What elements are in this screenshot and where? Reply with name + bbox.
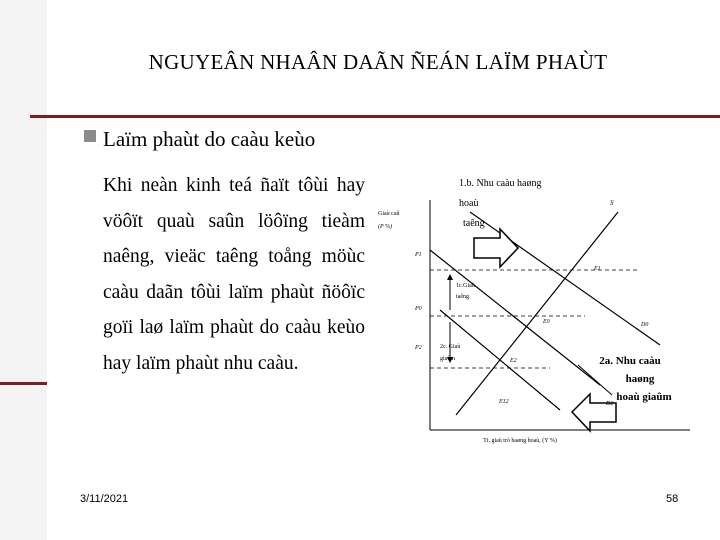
note-demand-down-line3: hoaù giaûm [616, 391, 672, 403]
body-paragraph: Khi neàn kinh teá ñaït tôùi hay vöôït quaù saûn löôïng tieàm naêng, vieäc taêng toång möùc caàu daãn tôùi laïm phaùt ñöôïc goïi laø laïm phaùt do caàu keùo hay laïm phaùt nhu caàu. [103, 175, 365, 374]
label-d2: D2 [606, 401, 614, 407]
note-price-up-line2: taêng [456, 294, 469, 300]
demand-decrease-arrow-icon [572, 394, 616, 431]
slide-title: NGUYEÂN NHAÂN DAÃN ÑEÁN LAÏM PHAÙT [148, 50, 608, 74]
bullet-heading: Laïm phaùt do caàu keùo [103, 127, 316, 151]
label-p2: P2 [415, 345, 422, 351]
note-price-down-line2: giaûm [440, 356, 455, 362]
label-d0: D0 [641, 322, 649, 328]
y-axis-unit: (P %) [378, 224, 393, 230]
label-e0: E0 [543, 319, 550, 325]
slide-date: 3/11/2021 [80, 493, 129, 505]
demand-curve-d1 [470, 212, 660, 345]
label-e1: E1 [594, 266, 601, 272]
label-e2: E2 [510, 358, 517, 364]
note-price-down-line1: 2c. Giaù [440, 344, 461, 350]
demand-curve-d2 [440, 310, 560, 410]
label-e12: E12 [499, 399, 509, 405]
x-axis-label: Tt. giaù trò haøng hoaù, (Y %) [483, 438, 557, 444]
label-s: S [610, 199, 614, 207]
y-axis-label: Giaù caû [378, 211, 400, 217]
label-p0: P0 [415, 306, 422, 312]
note-demand-down-line1: 2a. Nhu caàu [599, 355, 661, 367]
note-demand-up-line3: taêng [463, 218, 485, 229]
note-demand-up-line2: hoaù [459, 198, 479, 209]
demand-shift-line [578, 365, 612, 395]
note-price-up-line1: 1c.Giaù [456, 283, 475, 289]
demand-increase-arrow-icon [474, 229, 518, 267]
label-p1: P1 [415, 252, 422, 258]
page-number: 58 [666, 493, 679, 505]
note-demand-up-line1: 1.b. Nhu caàu haøng [459, 178, 542, 189]
note-demand-down-line2: haøng [625, 373, 655, 385]
